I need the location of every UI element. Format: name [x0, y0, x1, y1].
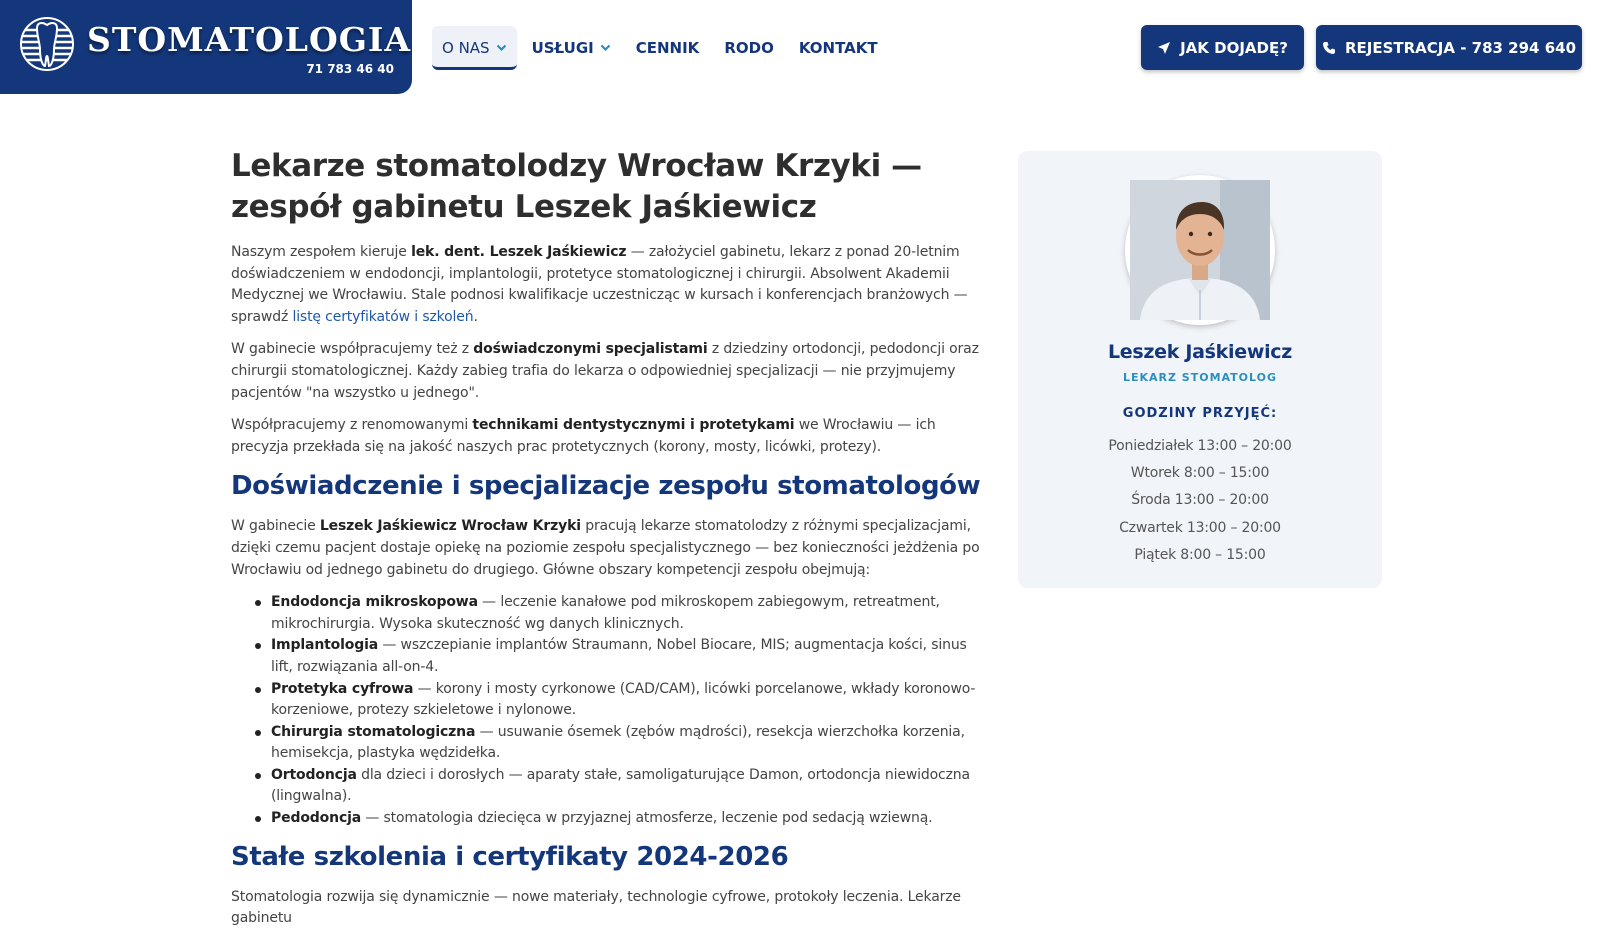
bold-text: lek. dent. Leszek Jaśkiewicz: [411, 244, 627, 260]
nav-item-label: O NAS: [442, 39, 490, 57]
registration-button-label: REJESTRACJA - 783 294 640: [1344, 38, 1577, 57]
specialists-paragraph: [231, 339, 986, 404]
nav-item-cennik[interactable]: [626, 26, 710, 70]
nav-item-o-nas[interactable]: [432, 26, 517, 70]
logo-title: STOMATOLOGIA: [87, 20, 411, 59]
hours-row: Środa 13:00 – 20:00: [1131, 492, 1269, 509]
registration-phone-button[interactable]: [1316, 25, 1582, 70]
chevron-down-icon: [496, 44, 507, 52]
bold-text: Ortodoncja: [271, 766, 357, 783]
doctor-name: Leszek Jaśkiewicz: [1107, 341, 1293, 363]
nav-item-uslugi[interactable]: [522, 26, 621, 70]
bold-text: Pedodoncja: [271, 810, 362, 827]
list-item: [252, 808, 986, 830]
text-span: W gabinecie współpracujemy też z: [231, 341, 474, 358]
bold-text: Chirurgia stomatologiczna: [271, 723, 476, 740]
bold-text: Implantologia: [271, 637, 379, 654]
training-heading: Stałe szkolenia i certyfikaty 2024-2026: [231, 841, 789, 872]
site-logo[interactable]: [0, 0, 412, 94]
text-span: Współpracujemy z renomowanymi: [231, 417, 473, 434]
text-span: — usuwanie ósemek (zębów mądrości), resekcja wierzchołka korzenia, hemisekcja, plastyka wędzidełka.: [271, 723, 965, 762]
phone-icon: [1322, 41, 1336, 55]
text-span: we Wrocławiu — ich precyzja przekłada się na jakość naszych prac protetycznych (korony, mosty, licówki, protezy).: [231, 417, 936, 455]
text-span: W gabinecie: [231, 518, 320, 535]
logo-phone: 71 783 46 40: [306, 62, 394, 76]
office-hours-list: [1018, 433, 1382, 569]
bold-text: Leszek Jaśkiewicz Wrocław Krzyki: [319, 518, 581, 535]
main-content: [231, 146, 986, 941]
directions-button[interactable]: [1141, 25, 1304, 70]
text-span: Naszym zespołem kieruje: [231, 244, 412, 260]
list-item: [252, 765, 986, 808]
bold-text: Endodoncja mikroskopowa: [271, 594, 478, 611]
hours-row: Wtorek 8:00 – 15:00: [1130, 465, 1270, 482]
training-paragraph: Stomatologia rozwija się dynamicznie — nowe materiały, technologie cyfrowe, protokoły leczenia. Lekarze gabinetu: [231, 888, 961, 927]
technicians-paragraph: [231, 415, 986, 458]
experience-heading: Doświadczenie i specjalizacje zespołu stomatologów: [231, 471, 981, 502]
text-span: — stomatologia dziecięca w przyjaznej atmosferze, leczenie pod sedacją wziewną.: [361, 810, 933, 827]
text-span: .: [473, 308, 478, 325]
location-arrow-icon: [1157, 41, 1171, 55]
text-span: — założyciel gabinetu, lekarz z ponad 20-letnim doświadczeniem w endodoncji, implantologii, protetyce stomatologicznej i chirurgii. Absolwent Akademii Medycznej we Wrocławiu. Stale podnosi kwalifikacje uczestnicząc w kursach i konferencjach branżowych — sprawdź: [231, 244, 968, 325]
text-span: — leczenie kanałowe pod mikroskopem zabiegowym, retreatment, mikrochirurgia. Wysoka skuteczność wg danych klinicznych.: [271, 594, 940, 632]
list-item: [252, 722, 986, 765]
list-item: [252, 592, 986, 635]
nav-item-label: USŁUGI: [531, 39, 594, 57]
text-span: z dziedziny ortodoncji, pedodoncji oraz chirurgii stomatologicznej. Każdy zabieg trafia do lekarza o odpowiedniej specjalizacji — nie przyjmujemy pacjentów "na wszystko u jednego".: [231, 341, 979, 401]
hours-row: Czwartek 13:00 – 20:00: [1119, 519, 1281, 536]
directions-button-label: JAK DOJADĘ?: [1180, 38, 1288, 57]
nav-item-label: RODO: [724, 39, 774, 57]
office-hours-heading: GODZINY PRZYJĘĆ:: [1122, 406, 1278, 421]
text-span: pracują lekarze stomatolodzy z różnymi specjalizacjami, dzięki czemu pacjent dostaje opiekę na poziomie zespołu specjalistycznego — bez konieczności jeżdżenia po Wrocławiu od jednego gabinetu do drugiego. Główne obszary kompetencji zespołu obejmują:: [231, 518, 980, 578]
bold-text: Protetyka cyfrowa: [271, 680, 414, 697]
hours-row: Poniedziałek 13:00 – 20:00: [1108, 438, 1292, 454]
nav-item-label: CENNIK: [635, 39, 700, 57]
nav-item-kontakt[interactable]: [789, 26, 888, 70]
certificates-link[interactable]: listę certyfikatów i szkoleń: [292, 308, 474, 325]
bold-text: doświadczonymi specjalistami: [473, 341, 708, 358]
team-paragraph: [231, 516, 986, 581]
text-span: dla dzieci i dorosłych — aparaty stałe, samoligaturujące Damon, ortodoncja niewidoczna (lingwalna).: [271, 766, 970, 805]
list-item: [252, 635, 986, 678]
main-nav: [432, 26, 893, 70]
hours-row: Piątek 8:00 – 15:00: [1134, 546, 1266, 563]
bold-text: technikami dentystycznymi i protetykami: [472, 417, 795, 434]
page-title: Lekarze stomatolodzy Wrocław Krzyki — zespół gabinetu Leszek Jaśkiewicz: [231, 148, 922, 225]
intro-paragraph: [231, 242, 986, 328]
doctor-role: LEKARZ STOMATOLOG: [1122, 371, 1278, 384]
avatar: [1125, 175, 1275, 325]
text-span: — wszczepianie implantów Straumann, Nobel Biocare, MIS; augmentacja kości, sinus lift, rozwiązania all-on-4.: [271, 637, 967, 675]
tooth-emblem-icon: [19, 16, 75, 72]
nav-item-label: KONTAKT: [798, 39, 878, 57]
chevron-down-icon: [600, 44, 611, 52]
doctor-portrait-icon: [1130, 180, 1270, 320]
doctor-card: [1018, 151, 1382, 588]
list-item: [252, 679, 986, 722]
text-span: — korony i mosty cyrkonowe (CAD/CAM), licówki porcelanowe, wkłady koronowo-korzeniowe, protezy szkieletowe i nylonowe.: [271, 680, 976, 719]
nav-item-rodo[interactable]: [714, 26, 784, 70]
specializations-list: [231, 592, 986, 830]
